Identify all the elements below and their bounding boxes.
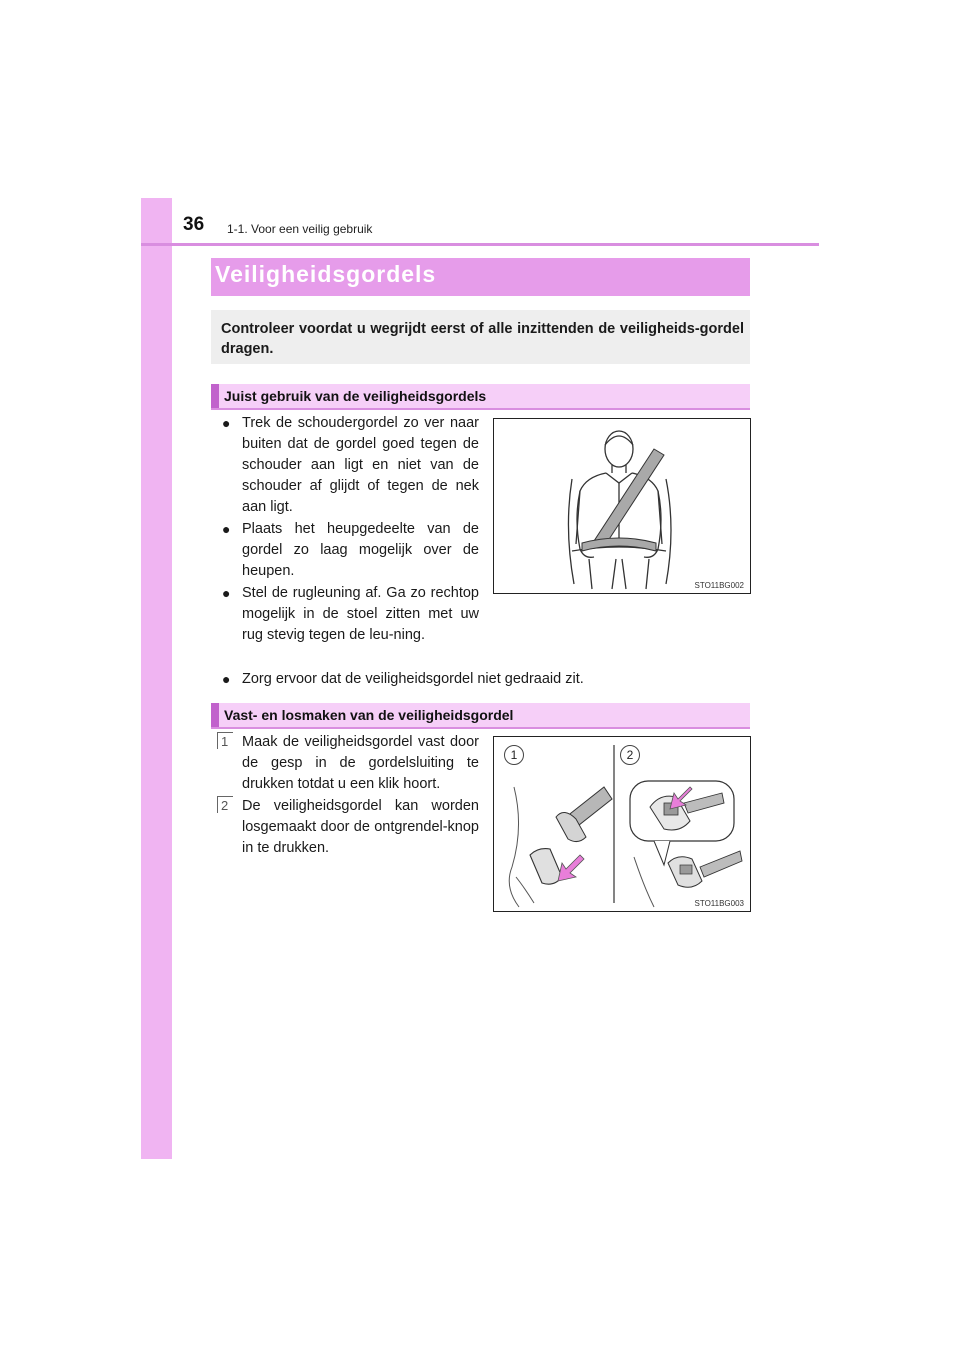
bullet-item [222, 583, 479, 646]
seated-person-illustration [494, 419, 750, 593]
intro-box [211, 310, 750, 364]
header-rule [141, 243, 819, 246]
buckle-illustration [494, 737, 750, 911]
step-item [217, 732, 479, 795]
section-accent [211, 703, 219, 727]
figure-code: STO11BG003 [694, 899, 744, 908]
step-item [217, 796, 479, 859]
step-number: 1 [217, 732, 233, 749]
section-heading-text: Juist gebruik van de veiligheidsgordels [224, 388, 487, 404]
step-number: 2 [217, 796, 233, 813]
bullet-text: Zorg ervoor dat de veiligheidsgordel niet gedraaid zit. [242, 671, 584, 687]
side-tab-band [141, 198, 172, 1159]
section-heading-usage [211, 384, 750, 410]
figure-buckle-operation [493, 736, 751, 912]
page-title-bar [211, 258, 750, 296]
bullet-item [222, 413, 479, 518]
page-title: Veiligheidsgordels [215, 261, 437, 287]
figure-marker-2: 2 [620, 745, 640, 765]
section-accent [211, 384, 219, 408]
step-text: De veiligheidsgordel kan worden losgemaakt door de ontgrendel-knop in te drukken. [242, 798, 479, 856]
step-text: Maak de veiligheidsgordel vast door de gesp in de gordelsluiting te drukken totdat u een klik hoort. [242, 734, 479, 792]
section-heading-text: Vast- en losmaken van de veiligheidsgordel [224, 707, 514, 723]
bullet-text: Trek de schoudergordel zo ver naar buiten dat de gordel goed tegen de schouder aan ligt en niet van de schouder af glijdt of tegen de nek aan ligt. [242, 415, 479, 515]
bullet-dot: ● [222, 521, 231, 537]
figure-code: STO11BG002 [694, 581, 744, 590]
intro-text: Controleer voordat u wegrijdt eerst of alle inzittenden de veiligheids-gordel dragen. [221, 321, 744, 357]
section-heading-fasten [211, 703, 750, 729]
bullet-text: Plaats het heupgedeelte van de gordel zo laag mogelijk over de heupen. [242, 521, 479, 579]
page-number: 36 [183, 214, 205, 235]
figure-marker-1: 1 [504, 745, 524, 765]
bullet-dot: ● [222, 585, 231, 601]
running-head: 1-1. Voor een veilig gebruik [227, 222, 373, 236]
bullet-dot: ● [222, 415, 231, 431]
bullet-item [222, 519, 479, 582]
bullet-dot: ● [222, 671, 231, 687]
bullet-item [222, 669, 752, 690]
bullet-text: Stel de rugleuning af. Ga zo rechtop mogelijk in de stoel zitten met uw rug stevig tegen de leu-ning. [242, 585, 479, 643]
figure-seatbelt-position [493, 418, 751, 594]
